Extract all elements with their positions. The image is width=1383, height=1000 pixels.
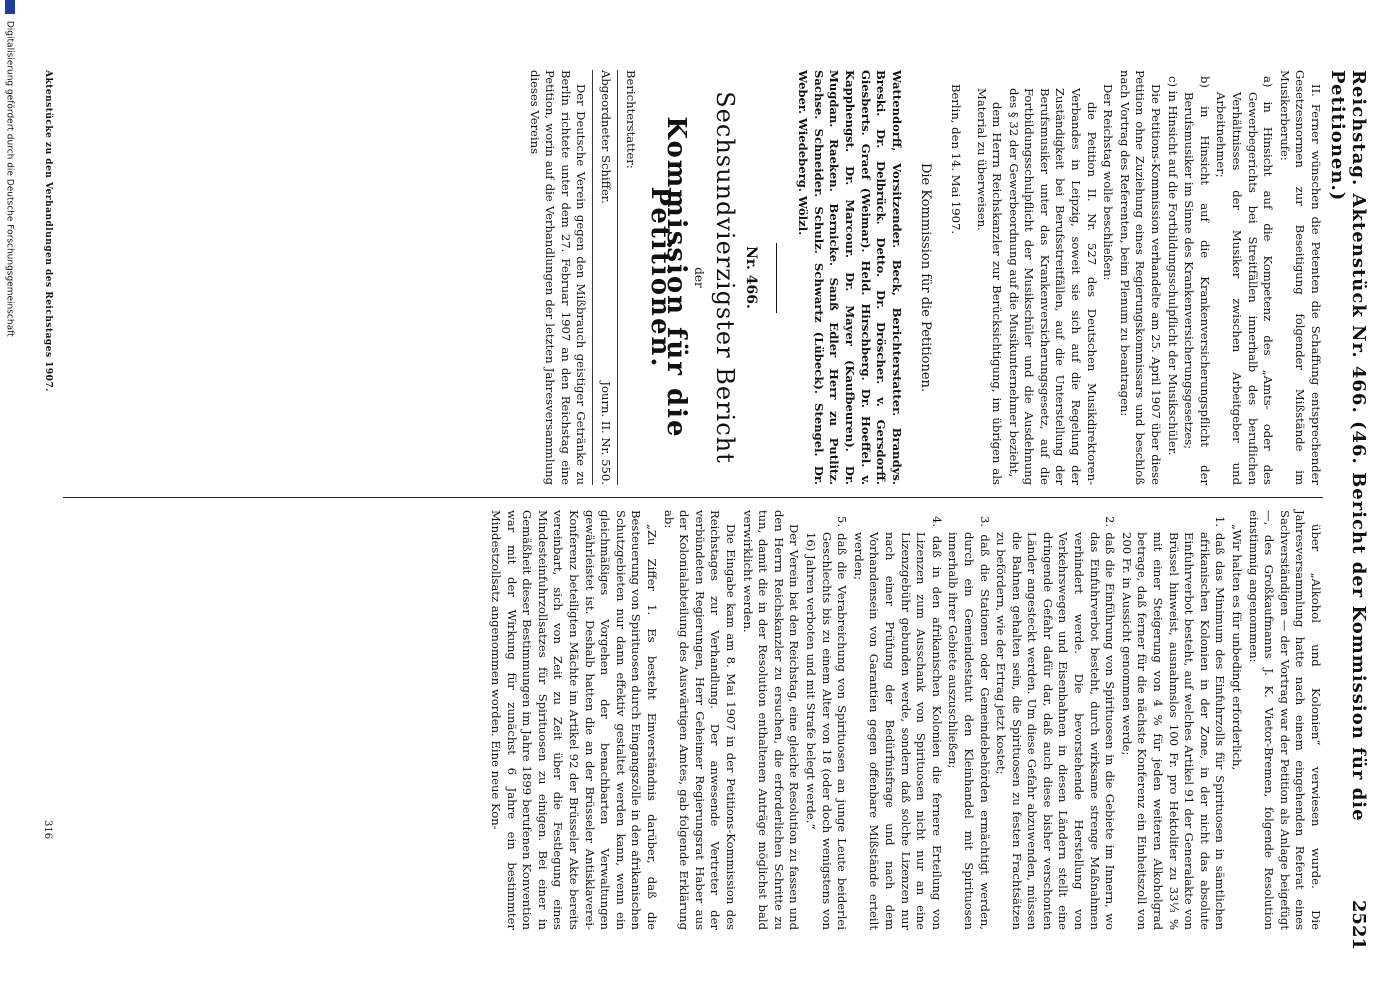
rapporteur-name: Abgeordneter Schiffer. (599, 70, 614, 204)
digitization-credit (0, 0, 15, 1000)
divider (592, 70, 593, 485)
header-title: Reichstag. Aktenstück Nr. 466. (46. Bericht der Kommission für die Petitionen.) (1327, 70, 1369, 822)
committee-members: Wattendorff, Vorsitzender. Beck, Berichterstatter. Brandys. Breski. Dr. Delbrück. Detto. Dr. Dröscher. v. Gersdorff. Giesberts. Graef (Weimar). Held. Hirschberg. Dr. Hoeffel. v. Kapphengst. Dr. Marcour. Dr. Mayer (Kaufbeuren). Dr. Mugdan. Raeken. Bernicke. Sanß Edler Herr zu Putlitz. Sachse. Schneider. Schulz. Schwartz (Lübeck). Stengel. Dr. Weber. Wiedeberg. Wölzl. (796, 70, 904, 485)
list-item: c) in Hinsicht auf die Fortbildungsschulpflicht der Musikschüler. (1165, 76, 1180, 456)
list-item: b) in Hinsicht auf die Krankenversicherungspflicht der Berufsmusiker im Sinne des Krankenversicherungsgesetzes; (1182, 76, 1212, 485)
list-item: a) in Hinsicht auf die Kompetenz des „Amts- oder des Gewerbegerichts bei Streitfällen innerhalb des beruflichen Verhältnisses der Musiker zwischen Arbeitgeber und Arbeitnehmer; (1214, 76, 1276, 485)
left-column (525, 70, 1323, 485)
divider (617, 70, 618, 485)
list-item: 4. daß in den afrikanischen Kolonien die fernere Erteilung von Lizenzen zum Ausschank von Spirituosen nicht nur an eine Lizenzgebühr gebunden werde, sondern daß solche Lizenzen nur nach einer Prüfung der Bedürfnisfrage und nach dem Vorhandensein von Garantien gegen offenbare Mißstände erteilt werden; (851, 516, 944, 930)
divider (776, 243, 777, 313)
commission-title: Kommission für die Petitionen. (645, 116, 691, 439)
column-divider (63, 497, 1323, 498)
committee-title: Die Kommission für die Petitionen. (918, 162, 934, 393)
credit-text: Digitalisierung gefördert durch die Deutsche Forschungsgemeinschaft (4, 20, 15, 337)
paragraph: Die Petitions-Kommission verhandelte am 25. April 1907 über diese Petition ohne Zuziehung eines Regierungskommissars und beschloß nach Vortrag des Referenten, beim Plenum zu beantragen: (1117, 70, 1164, 485)
paragraph: über „Alkohol und Kolonien“ verwiesen wurde. Die Jahresversammlung hatte nach einem eingehenden Referat eines Sachverständigen — der Vortrag war der Petition als Anlage beigefügt —, des Großkaufmanns J. K. Vietor-Bremen, folgende Resolution einstimmig angenommen: (1246, 510, 1323, 930)
dfg-logo-icon (5, 0, 15, 14)
resolution-text: die Petition II. Nr. 527 des Deutschen Musikdirektoren-Verbandes in Leipzig, soweit sie sich auf die Regelung der Zuständigkeit bei Berufsstreitfällen, auf die Unterstellung der Berufsmusiker unter das Krankenversicherungsgesetz, auf die Fortbildungsschulpflicht der Musikschüler und die Ausdehnung des § 32 der Gewerbeordnung auf die Musikunternehmer bezieht, (1006, 88, 1099, 485)
footer-reference: Aktenstücke zu den Verhandlungen des Reichstages 1907. (43, 70, 53, 392)
paragraph: Der Verein bat den Reichstag, eine gleiche Resolution zu fassen und den Herrn Reichskanzler zu ersuchen, die erforderlichen Schritte zu tun, damit die in der Resolution enthaltenen Anträge möglichst bald verwirklicht werden. (740, 510, 802, 930)
document-number: Nr. 466. (742, 246, 759, 309)
report-title: Sechsundvierzigster Bericht (711, 91, 739, 464)
resolution-text: dem Herrn Reichskanzler zur Berücksichtigung, im übrigen als Material zu überweisen. (974, 88, 1005, 485)
rapporteur-line (597, 70, 613, 485)
header-page-number: 2521 (1348, 899, 1369, 950)
paragraph: „Zu Ziffer 1. Es besteht Einverständnis darüber, daß die Besteuerung von Spirituosen durch Eingangszölle in den afrikanischen Schutzgebieten nur dann effektiv gestaltet werden kann, wenn ein gleichmäßiges Vorgehen der benachbarten Verwaltungen gewährleistet ist. Deshalb hatten die an der Brüsseler Antisklaverei-Konferenz beteiligten Mächte im Artikel 92 der Brüsseler Akte bereits vereinbart, sich von Zeit zu Zeit über die Festlegung eines Mindesteinfuhrzollsatzes für Spirituosen zu einigen. Bei einer in Gemäßheit dieser Bestimmungen im Jahre 1899 berufenen Konvention war mit der Wirkung für zunächst 6 Jahre ein bestimmter Mindestzollsatz angenommen worden. Eine neue Kon- (489, 510, 660, 930)
paragraph: „Wir halten es für unbedingt erforderlich, (1230, 524, 1245, 771)
rapporteur-label: Berichterstatter: (623, 70, 638, 169)
journal-reference: Journ. II. Nr. 550. (599, 381, 614, 485)
date-line: Berlin, den 14. Mai 1907. (948, 84, 963, 235)
paragraph: Der Reichstag wolle beschließen: (1101, 84, 1116, 281)
paragraph: Die Eingabe kam am 8. Mai 1907 in der Petitions-Kommission des Reichstages zur Verhandlung. Der anwesende Vertreter der verbündeten Regierungen, Herr Geheimer Regierungsrat Haber aus der Kolonialabteilung des Auswärtigen Amtes, gab folgende Erklärung ab: (661, 510, 739, 930)
list-item: 3. daß die Stationen oder Gemeindebehörden ermächtigt werden, durch ein Gemeindestatut den Kleinhandel mit Spirituosen innerhalb ihrer Gebiete auszuschließen; (946, 516, 992, 930)
list-item: 5. daß die Verabreichung von Spirituosen an junge Leute beiderlei Geschlechts bis zu einem Alter von 18 (oder doch wenigstens von 16) Jahren verboten und mit Strafe belegt werde.“ (804, 516, 850, 930)
paragraph: II. Ferner wünschen die Petenten die Schaffung entsprechender Gesetzesnormen zur Beseitigung folgender Mißstände im Musikerberufe: (1277, 70, 1323, 485)
footer-page-number: 316 (42, 820, 53, 840)
rapporteur-block (622, 70, 638, 485)
right-column (487, 510, 1323, 930)
paragraph: Der Deutsche Verein gegen den Mißbrauch geistiger Getränke zu Berlin richtete unter dem 27. Februar 1907 an den Reichstag eine Petition, worin auf die Verhandlungen der letzten Jahresversammlung dieses Vereins (527, 70, 589, 485)
list-item: 2. daß die Einführung von Spirituosen in die Gebiete im Innern, wo das Einfuhrverbot besteht, durch wirksame strenge Maßnahmen verhindert werde. Die bevorstehende Herstellung von Verkehrswegen und Eisenbahnen in diesen Ländern stellt eine dringende Gefahr dafür dar, daß auch diese bisher verschonten Länder angesteckt werden. Um diese Gefahr abzuwenden, müssen die Bahnen gehalten sein, die Spirituosen zu festen Frachtsätzen zu befördern, wie der Ertrag jetzt kostet; (994, 516, 1118, 930)
page-header (1327, 70, 1373, 950)
list-item: 1. daß das Minimum des Einfuhrzolls für Spirituosen in sämtlichen afrikanischen Kolonien in der Zone, in der nicht das absolute Einfuhrverbot besteht, auf welches Artikel 91 der Generalakte von Brüssel hinweist, ausnahmslos 100 Fr. pro Hektoliter zu 33⅓ % mit einer Steigerung von 4 % für jeden weiteren Alkoholgrad betrage, daß ferner für die nächste Konferenz ein Einheitszoll von 200 Fr. in Aussicht genommen werde; (1119, 516, 1228, 930)
report-der: der (692, 267, 707, 288)
